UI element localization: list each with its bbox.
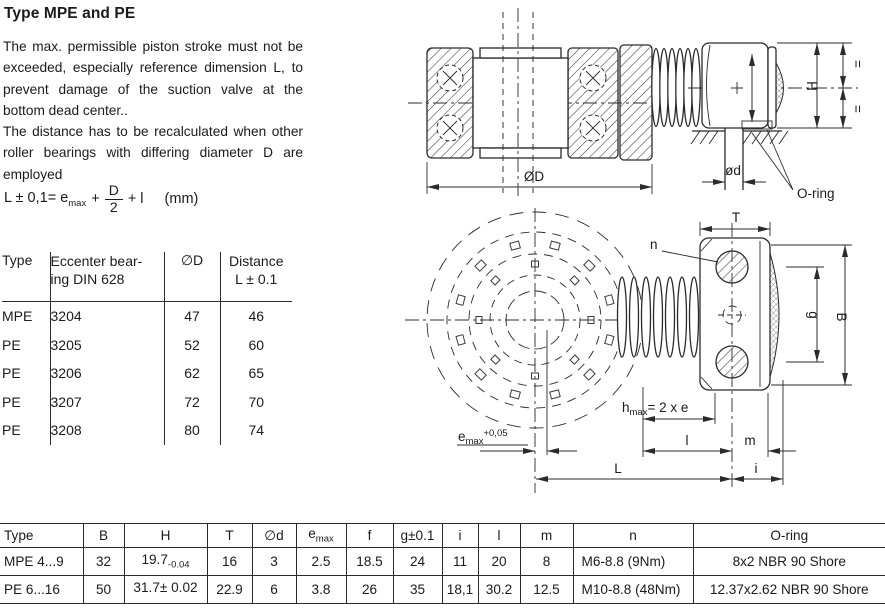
dimension-label-H: H	[804, 81, 819, 91]
col-header-H: H	[124, 524, 207, 548]
cell-distance: 70	[248, 393, 265, 410]
cell-distance: 60	[248, 336, 265, 353]
cell-emax: 2.5	[296, 548, 346, 576]
formula-lead: $L \pm 0,1= e_{max}$	[4, 189, 87, 209]
col-header-distance: Distance L ± 0.1	[220, 252, 292, 302]
dimension-label-diameter-D: ØD	[523, 169, 545, 184]
piston-head-side	[688, 43, 858, 190]
cell-oring: 12.37x2.62 NBR 90 Shore	[693, 576, 885, 604]
spring	[652, 49, 700, 127]
cell-oring: 8x2 NBR 90 Shore	[693, 548, 885, 576]
col-header-g: g±0.1	[393, 524, 442, 548]
dimension-label-diameter-d: ød	[725, 163, 741, 178]
cell-distance: 46	[248, 308, 265, 325]
table-row	[2, 331, 292, 360]
cell-type: PE	[2, 388, 50, 417]
formula-plus: +	[91, 191, 100, 207]
cell-type: MPE 4...9	[4, 554, 64, 569]
dimension-label-i: i	[754, 461, 758, 476]
col-header-B: B	[83, 524, 124, 548]
cell-n: M6-8.8 (9Nm)	[573, 548, 693, 576]
intro-paragraph-1: The max. permissible piston stroke must not be exceeded, especially reference dimension L, to prevent damage of the suction valve at the bottom dead center..	[3, 39, 303, 118]
cell-diameter: 47	[164, 302, 220, 331]
col-header-d: ∅d	[252, 524, 296, 548]
cell-i: 11	[442, 548, 478, 576]
stroke-formula	[4, 181, 198, 217]
cell-n: M10-8.8 (48Nm)	[573, 576, 693, 604]
col-header-f: f	[346, 524, 393, 548]
cell-H: $19.7_{-0.04}$	[124, 548, 207, 576]
cell-g: 24	[393, 548, 442, 576]
col-header-m: m	[520, 524, 573, 548]
cell-type: PE	[2, 331, 50, 360]
col-header-T: T	[207, 524, 252, 548]
col-header-l: l	[478, 524, 520, 548]
cell-type: PE 6...16	[4, 582, 60, 597]
dimension-label-m: m	[744, 433, 756, 448]
cell-T: 16	[207, 548, 252, 576]
cell-bearing: 3206	[50, 359, 164, 388]
cell-emax: 3.8	[296, 576, 346, 604]
table-row	[2, 359, 292, 388]
dimension-label-l: l	[685, 433, 689, 448]
dimension-label-g: g	[806, 311, 821, 319]
col-header-n: n	[573, 524, 693, 548]
formula-fraction: $\frac{D}{2}$	[105, 183, 123, 215]
table-row	[2, 416, 292, 445]
equal-mark-upper: =	[850, 60, 865, 68]
cell-type: MPE	[2, 302, 50, 331]
piston-head-front	[700, 223, 779, 487]
cell-B: 32	[83, 548, 124, 576]
dimension-label-B: B	[834, 312, 849, 322]
cell-f: 18.5	[346, 548, 393, 576]
intro-text	[3, 36, 303, 185]
cell-bearing: 3205	[50, 331, 164, 360]
col-header-i: i	[442, 524, 478, 548]
intro-paragraph-2: The distance has to be recalculated when other roller bearings with differing diameter D are employed	[3, 124, 303, 182]
formula-tail: + l	[127, 191, 144, 207]
cell-type: PE	[2, 416, 50, 445]
table-row	[2, 388, 292, 417]
cell-d: 6	[252, 576, 296, 604]
screw-label-n: n	[650, 237, 658, 252]
cell-type: PE	[2, 359, 50, 388]
col-header-bearing: Eccenter bear- ing DIN 628	[50, 252, 164, 302]
cell-bearing: 3204	[50, 302, 164, 331]
axial-view-drawing	[400, 205, 885, 515]
cell-bearing: 3207	[50, 388, 164, 417]
bearing-axial-view	[405, 208, 643, 493]
cell-m: 12.5	[520, 576, 573, 604]
cell-i: 18,1	[442, 576, 478, 604]
o-ring-label: O-ring	[797, 186, 835, 201]
cell-diameter: 72	[164, 388, 220, 417]
cell-H: 31.7± 0.02	[124, 576, 207, 604]
dimension-label-emax: $e_{max}^{+0,05}$	[458, 428, 508, 447]
col-header-type: Type	[4, 528, 34, 543]
cell-diameter: 52	[164, 331, 220, 360]
col-header-oring: O-ring	[693, 524, 885, 548]
cell-T: 22.9	[207, 576, 252, 604]
cross-section-drawing	[400, 0, 885, 215]
bearing-table-header-row	[2, 252, 292, 302]
cell-bearing: 3208	[50, 416, 164, 445]
cell-distance: 65	[248, 365, 265, 382]
dimension-label-hmax: $h_{max}= 2$ x e	[622, 400, 689, 418]
bearing-table	[2, 252, 292, 445]
cell-B: 50	[83, 576, 124, 604]
cell-m: 8	[520, 548, 573, 576]
cell-f: 26	[346, 576, 393, 604]
table-row	[2, 302, 292, 331]
cell-diameter: 80	[164, 416, 220, 445]
dimension-label-T: T	[731, 210, 741, 225]
cell-l: 30.2	[478, 576, 520, 604]
col-header-type: Type	[2, 252, 50, 302]
spring	[618, 277, 699, 357]
col-header-emax: $e_{max}$	[296, 524, 346, 548]
screw-top	[716, 251, 748, 283]
cell-g: 35	[393, 576, 442, 604]
table-row	[0, 548, 885, 576]
col-header-diameter: ∅D	[164, 252, 220, 302]
page-title: Type MPE and PE	[4, 5, 136, 22]
cell-l: 20	[478, 548, 520, 576]
cell-diameter: 62	[164, 359, 220, 388]
cell-d: 3	[252, 548, 296, 576]
dimension-table	[0, 523, 885, 604]
cell-distance: 74	[248, 422, 265, 439]
dimension-table-header-row	[0, 524, 885, 548]
table-row	[0, 576, 885, 604]
screw-bottom	[716, 346, 748, 378]
bearing-section	[408, 8, 668, 196]
equal-mark-lower: =	[850, 105, 865, 113]
dimension-label-L: L	[614, 461, 622, 476]
formula-unit: (mm)	[164, 191, 199, 207]
